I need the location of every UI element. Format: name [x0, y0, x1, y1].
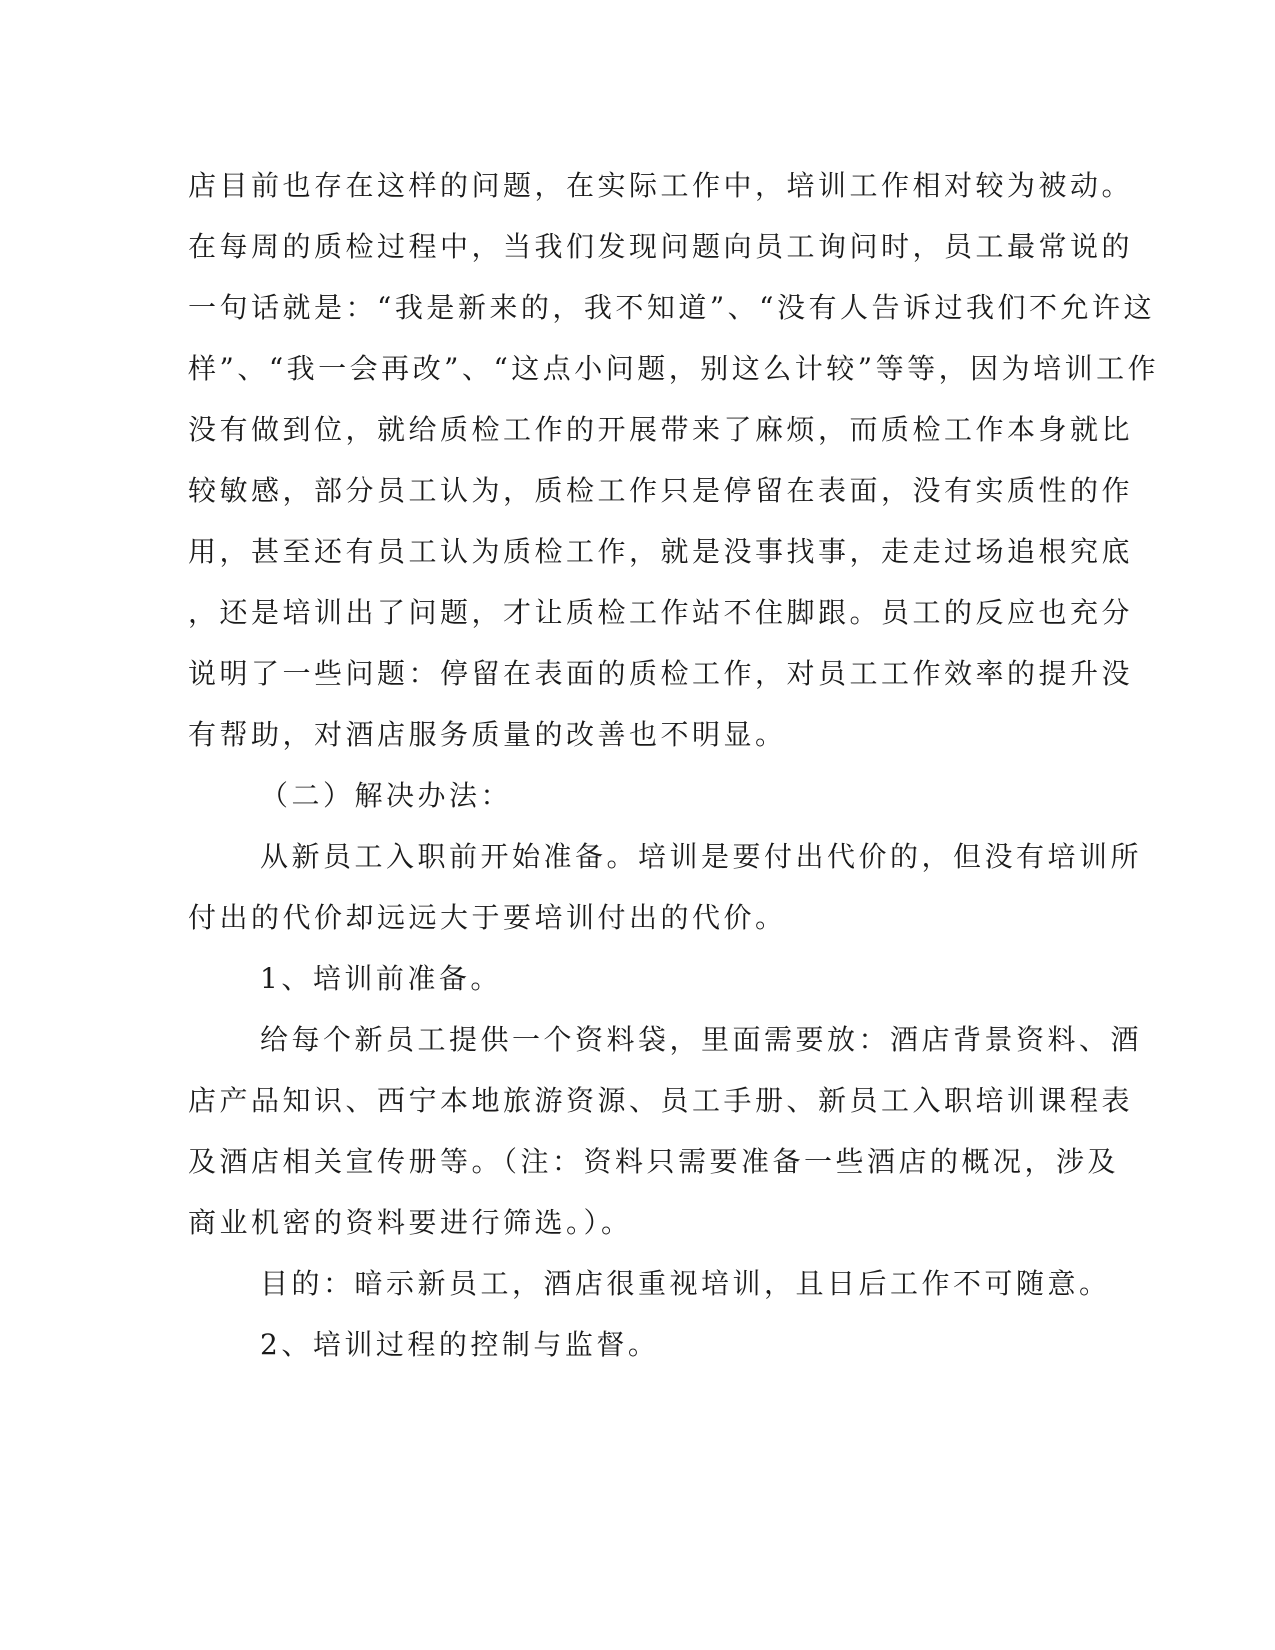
- subsection-heading: 1、培训前准备。: [260, 962, 502, 995]
- subsection-heading: 2、培训过程的控制与监督。: [260, 1328, 660, 1361]
- paragraph-line: ，还是培训出了问题，才让质检工作站不住脚跟。员工的反应也充分: [188, 596, 1134, 629]
- paragraph-line: 店目前也存在这样的问题，在实际工作中，培训工作相对较为被动。: [188, 169, 1134, 202]
- paragraph-line: 一句话就是：“我是新来的，我不知道”、“没有人告诉过我们不允许这: [188, 291, 1155, 324]
- paragraph-line: 没有做到位，就给质检工作的开展带来了麻烦，而质检工作本身就比: [188, 413, 1134, 446]
- paragraph-line: 及酒店相关宣传册等。（注：资料只需要准备一些酒店的概况，涉及: [188, 1145, 1120, 1178]
- paragraph-line: 样”、“我一会再改”、“这点小问题，别这么计较”等等，因为培训工作: [188, 352, 1160, 385]
- paragraph-line: 用，甚至还有员工认为质检工作，就是没事找事，走走过场追根究底: [188, 535, 1134, 568]
- paragraph-line: 较敏感，部分员工认为，质检工作只是停留在表面，没有实质性的作: [188, 474, 1134, 507]
- paragraph-line: 从新员工入职前开始准备。培训是要付出代价的，但没有培训所: [260, 840, 1143, 873]
- paragraph-line: 给每个新员工提供一个资料袋，里面需要放：酒店背景资料、酒: [260, 1023, 1143, 1056]
- document-body: [188, 155, 1160, 1375]
- paragraph-line: 在每周的质检过程中，当我们发现问题向员工询问时，员工最常说的: [188, 230, 1134, 263]
- paragraph-line: 有帮助，对酒店服务质量的改善也不明显。: [188, 718, 787, 751]
- paragraph-line: 说明了一些问题：停留在表面的质检工作，对员工工作效率的提升没: [188, 657, 1134, 690]
- paragraph-line: 商业机密的资料要进行筛选。）。: [188, 1206, 633, 1239]
- paragraph-line: 付出的代价却远远大于要培训付出的代价。: [188, 901, 787, 934]
- section-heading: （二）解决办法：: [260, 779, 513, 812]
- paragraph-line: 目的：暗示新员工，酒店很重视培训，且日后工作不可随意。: [260, 1267, 1111, 1300]
- paragraph-line: 店产品知识、西宁本地旅游资源、员工手册、新员工入职培训课程表: [188, 1084, 1134, 1117]
